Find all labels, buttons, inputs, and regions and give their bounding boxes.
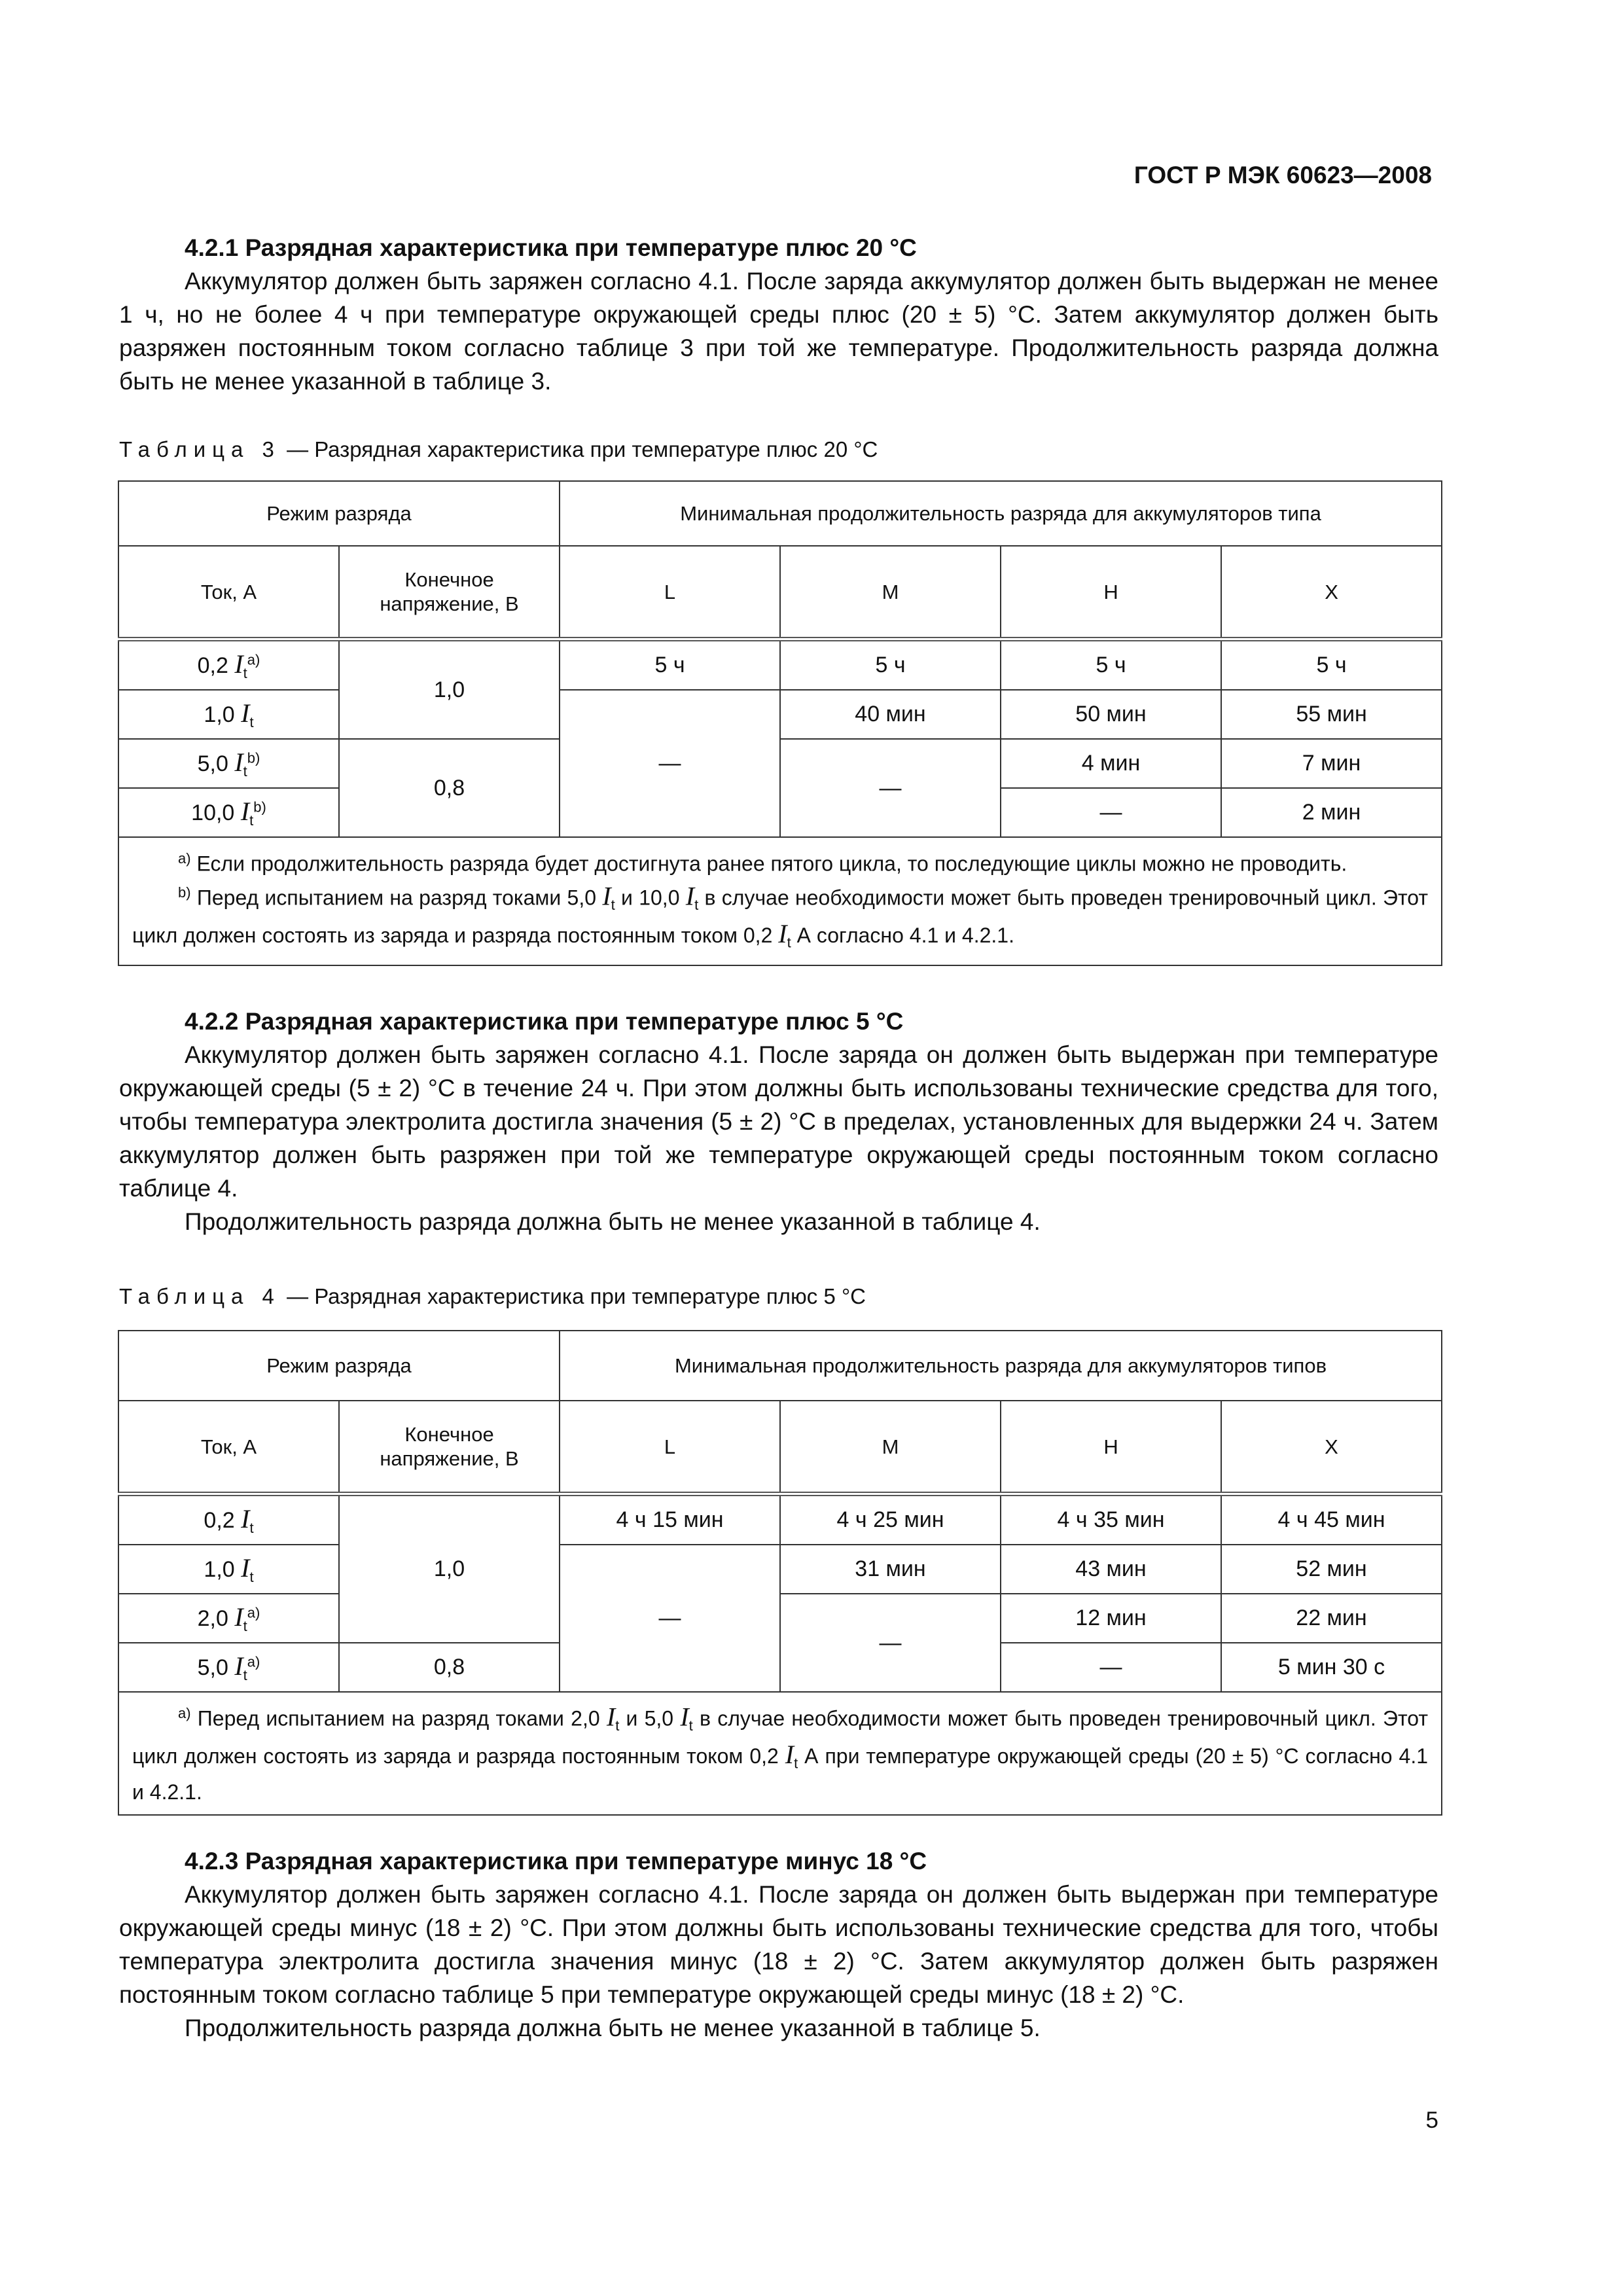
header-type-h: H <box>1001 1401 1221 1494</box>
cell-value: — <box>1001 788 1221 837</box>
cell-current: 1,0 $I_t$ <box>118 1545 339 1594</box>
cell-end-voltage: 1,0 <box>339 639 560 740</box>
header-type-l: L <box>560 1401 780 1494</box>
table-footnotes <box>118 837 1442 965</box>
header-type-m: M <box>780 1401 1001 1494</box>
header-discharge-mode: Режим разряда <box>118 481 560 546</box>
cell-value: 4 ч 35 мин <box>1001 1494 1221 1545</box>
table-header-row <box>118 1331 1442 1401</box>
section-4-2-2 <box>119 1005 1438 1238</box>
section-paragraph: Аккумулятор должен быть заряжен согласно 4.1. После заряда он должен быть выдержан при температуре окружающей среды (5 ± 2) °С в течение 24 ч. При этом должны быть использованы технические средства для того, чтобы температура электролита достигла значения (5 ± 2) °С в пределах, установленных для выдержки 24 ч. Затем аккумулятор должен быть разряжен при той же температуре окружающей среды постоянным током согласно таблице 4. <box>119 1041 1438 1202</box>
header-min-duration: Минимальная продолжительность разряда для аккумуляторов типов <box>560 1331 1442 1401</box>
table-caption-label: Таблица 4 <box>119 1284 281 1308</box>
header-end-voltage: Конечное напряжение, В <box>339 546 560 639</box>
header-min-duration: Минимальная продолжительность разряда для аккумуляторов типа <box>560 481 1442 546</box>
header-type-x: X <box>1221 546 1442 639</box>
cell-value: 31 мин <box>780 1545 1001 1594</box>
table-subheader-row <box>118 546 1442 639</box>
cell-current: 5,0 $I_t^{a)}$ <box>118 1643 339 1692</box>
cell-current: 0,2 $I_t$ <box>118 1494 339 1545</box>
cell-value: 5 ч <box>1221 639 1442 691</box>
header-current: Ток, А <box>118 546 339 639</box>
header-discharge-mode: Режим разряда <box>118 1331 560 1401</box>
table-row <box>118 1545 1442 1594</box>
table-header-row <box>118 481 1442 546</box>
header-type-x: X <box>1221 1401 1442 1494</box>
footnote-b: $^{b)}$ Перед испытанием на разряд токами 5,0 $I_t$ и 10,0 $I_t$ в случае необходимости может быть проведен тренировочный цикл. Этот цикл должен состоять из заряда и разряда постоянным током 0,2 $I_t$ А согласно 4.1 и 4.2.1. <box>132 881 1429 951</box>
cell-value: 7 мин <box>1221 739 1442 788</box>
header-end-voltage: Конечное напряжение, В <box>339 1401 560 1494</box>
section-title: 4.2.1 Разрядная характеристика при температуре плюс 20 °С <box>185 234 917 261</box>
standard-designation: ГОСТ Р МЭК 60623—2008 <box>1133 162 1432 188</box>
table-3-caption <box>119 437 878 462</box>
section-title: 4.2.2 Разрядная характеристика при температуре плюс 5 °С <box>185 1008 904 1035</box>
section-title: 4.2.3 Разрядная характеристика при температуре минус 18 °С <box>185 1848 927 1874</box>
table-row <box>118 1494 1442 1545</box>
section-4-2-1 <box>119 231 1438 398</box>
cell-end-voltage: 0,8 <box>339 739 560 837</box>
cell-end-voltage: 0,8 <box>339 1643 560 1692</box>
cell-value: 4 ч 45 мин <box>1221 1494 1442 1545</box>
table-3 <box>118 480 1442 966</box>
header-current: Ток, А <box>118 1401 339 1494</box>
cell-value: 4 ч 25 мин <box>780 1494 1001 1545</box>
section-4-2-3 <box>119 1844 1438 2045</box>
header-type-m: M <box>780 546 1001 639</box>
table-footnotes <box>118 1692 1442 1815</box>
cell-current: 2,0 $I_t^{a)}$ <box>118 1594 339 1643</box>
table-caption-text: — Разрядная характеристика при температуре плюс 5 °С <box>280 1284 866 1308</box>
table-4-caption <box>119 1284 866 1309</box>
cell-value: 52 мин <box>1221 1545 1442 1594</box>
cell-value: 50 мин <box>1001 690 1221 739</box>
section-paragraph: Аккумулятор должен быть заряжен согласно 4.1. После заряда он должен быть выдержан при температуре окружающей среды минус (18 ± 2) °С. При этом должны быть использованы технические средства для того, чтобы температура электролита достигла значения минус (18 ± 2) °С. Затем аккумулятор должен быть разряжен постоянным током согласно таблице 5 при температуре окружающей среды минус (18 ± 2) °С. <box>119 1881 1438 2008</box>
cell-current: 10,0 $I_t^{b)}$ <box>118 788 339 837</box>
section-paragraph: Аккумулятор должен быть заряжен согласно 4.1. После заряда аккумулятор должен быть выдержан не менее 1 ч, но не более 4 ч при температуре окружающей среды плюс (20 ± 5) °С. Затем аккумулятор должен быть разряжен постоянным током согласно таблице 3 при той же температуре. Продолжительность разряда должна быть не менее указанной в таблице 3. <box>119 268 1438 395</box>
header-type-h: H <box>1001 546 1221 639</box>
cell-value: 5 ч <box>560 639 780 691</box>
footnote-cell <box>118 1692 1442 1815</box>
table-row <box>118 639 1442 691</box>
table-caption-text: — Разрядная характеристика при температуре плюс 20 °С <box>280 437 878 461</box>
cell-value: 22 мин <box>1221 1594 1442 1643</box>
table-subheader-row <box>118 1401 1442 1494</box>
cell-dash: — <box>560 1545 780 1692</box>
cell-current: 5,0 $I_t^{b)}$ <box>118 739 339 788</box>
section-paragraph: Продолжительность разряда должна быть не менее указанной в таблице 5. <box>185 2015 1041 2041</box>
cell-value: 4 мин <box>1001 739 1221 788</box>
cell-current: 1,0 $I_t$ <box>118 690 339 739</box>
cell-value: 43 мин <box>1001 1545 1221 1594</box>
cell-dash: — <box>780 739 1001 837</box>
cell-value: 5 ч <box>1001 639 1221 691</box>
cell-value: 55 мин <box>1221 690 1442 739</box>
footnote-cell <box>118 837 1442 965</box>
cell-value: — <box>1001 1643 1221 1692</box>
cell-dash: — <box>560 690 780 837</box>
cell-value: 2 мин <box>1221 788 1442 837</box>
cell-value: 40 мин <box>780 690 1001 739</box>
page-number: 5 <box>1425 2108 1438 2133</box>
cell-value: 12 мин <box>1001 1594 1221 1643</box>
cell-end-voltage: 1,0 <box>339 1494 560 1643</box>
cell-dash: — <box>780 1594 1001 1692</box>
footnote-a: $^{a)}$ Перед испытанием на разряд токами 2,0 $I_t$ и 5,0 $I_t$ в случае необходимости может быть проведен тренировочный цикл. Этот цикл должен состоять из заряда и разряда постоянным током 0,2 $I_t$ А при температуре окружающей среды (20 ± 5) °С согласно 4.1 и 4.2.1. <box>132 1702 1429 1804</box>
cell-value: 4 ч 15 мин <box>560 1494 780 1545</box>
cell-value: 5 ч <box>780 639 1001 691</box>
table-row <box>118 739 1442 788</box>
table-row <box>118 1594 1442 1643</box>
table-caption-label: Таблица 3 <box>119 437 281 461</box>
table-row <box>118 690 1442 739</box>
section-paragraph: Продолжительность разряда должна быть не менее указанной в таблице 4. <box>185 1208 1041 1235</box>
footnote-a: $^{a)}$ Если продолжительность разряда будет достигнута ранее пятого цикла, то последующие циклы можно не проводить. <box>178 850 1347 876</box>
cell-value: 5 мин 30 с <box>1221 1643 1442 1692</box>
cell-current: 0,2 $I_t^{a)}$ <box>118 639 339 691</box>
table-4 <box>118 1330 1442 1816</box>
header-type-l: L <box>560 546 780 639</box>
